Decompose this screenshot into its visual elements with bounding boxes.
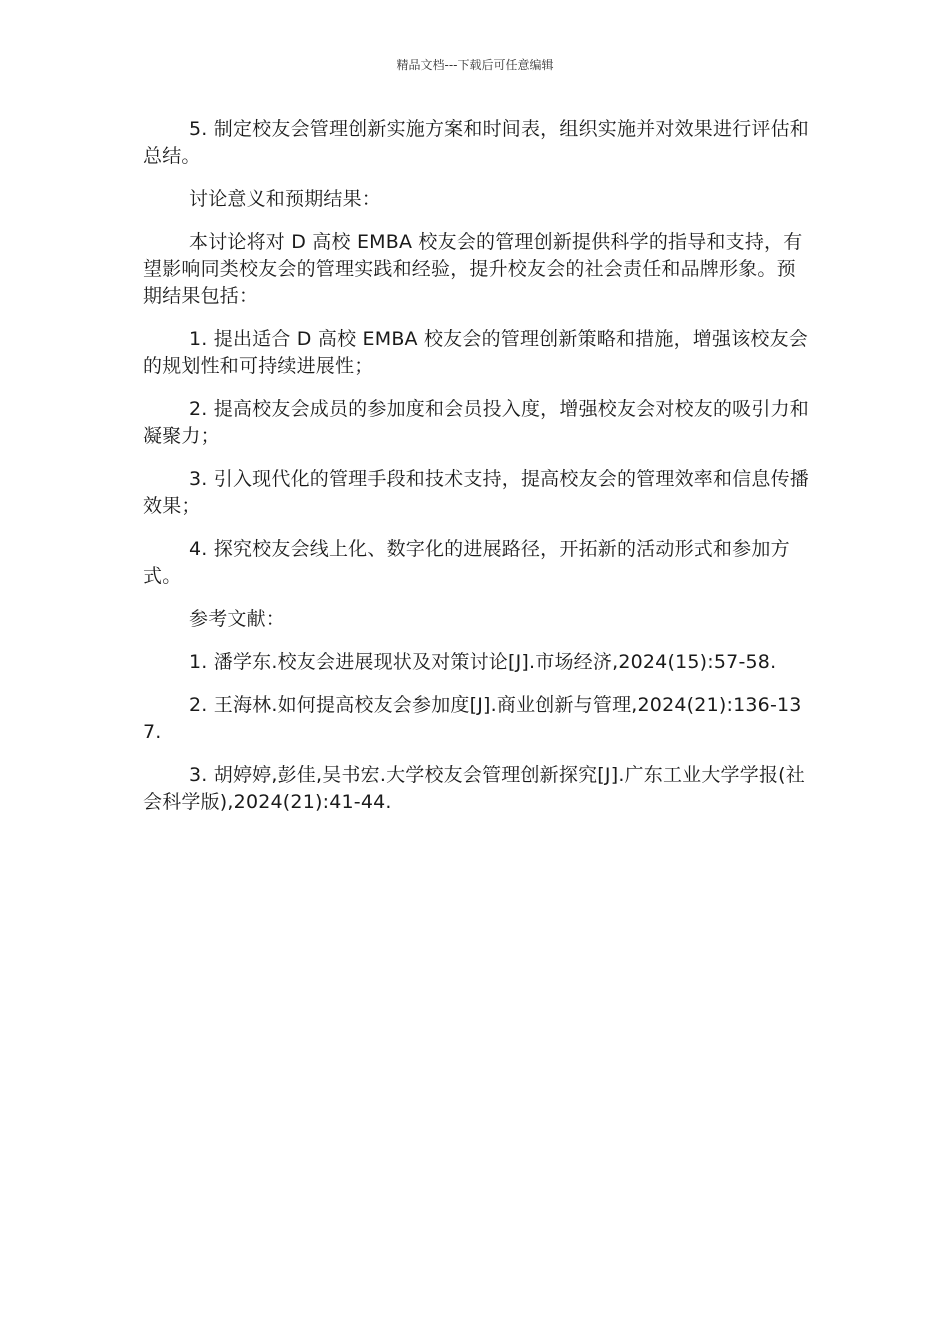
section-heading-significance: 讨论意义和预期结果：: [189, 188, 382, 210]
reference-1: 1. 潘学东.校友会进展现状及对策讨论[J].市场经济,2024(15):57-58.: [189, 651, 777, 673]
page-header: 精品文档---下载后可任意编辑: [396, 58, 554, 72]
paragraph-step-5: 5. 制定校友会管理创新实施方案和时间表，组织实施并对效果进行评估和总结。: [143, 118, 809, 167]
expected-result-4: 4. 探究校友会线上化、数字化的进展路径，开拓新的活动形式和参加方式。: [143, 538, 790, 587]
expected-result-1: 1. 提出适合 D 高校 EMBA 校友会的管理创新策略和措施，增强该校友会的规划性和可持续进展性；: [143, 328, 808, 377]
document-body: [143, 116, 811, 832]
expected-result-2: 2. 提高校友会成员的参加度和会员投入度，增强校友会对校友的吸引力和凝聚力；: [143, 398, 809, 447]
section-heading-references: 参考文献：: [189, 608, 286, 630]
reference-2: 2. 王海林.如何提高校友会参加度[J].商业创新与管理,2024(21):136-137.: [143, 694, 802, 743]
expected-result-3: 3. 引入现代化的管理手段和技术支持，提高校友会的管理效率和信息传播效果；: [143, 468, 809, 517]
reference-3: 3. 胡婷婷,彭佳,吴书宏.大学校友会管理创新探究[J].广东工业大学学报(社会科学版),2024(21):41-44.: [143, 764, 805, 813]
paragraph-significance: 本讨论将对 D 高校 EMBA 校友会的管理创新提供科学的指导和支持，有望影响同类校友会的管理实践和经验，提升校友会的社会责任和品牌形象。预期结果包括：: [143, 231, 803, 307]
